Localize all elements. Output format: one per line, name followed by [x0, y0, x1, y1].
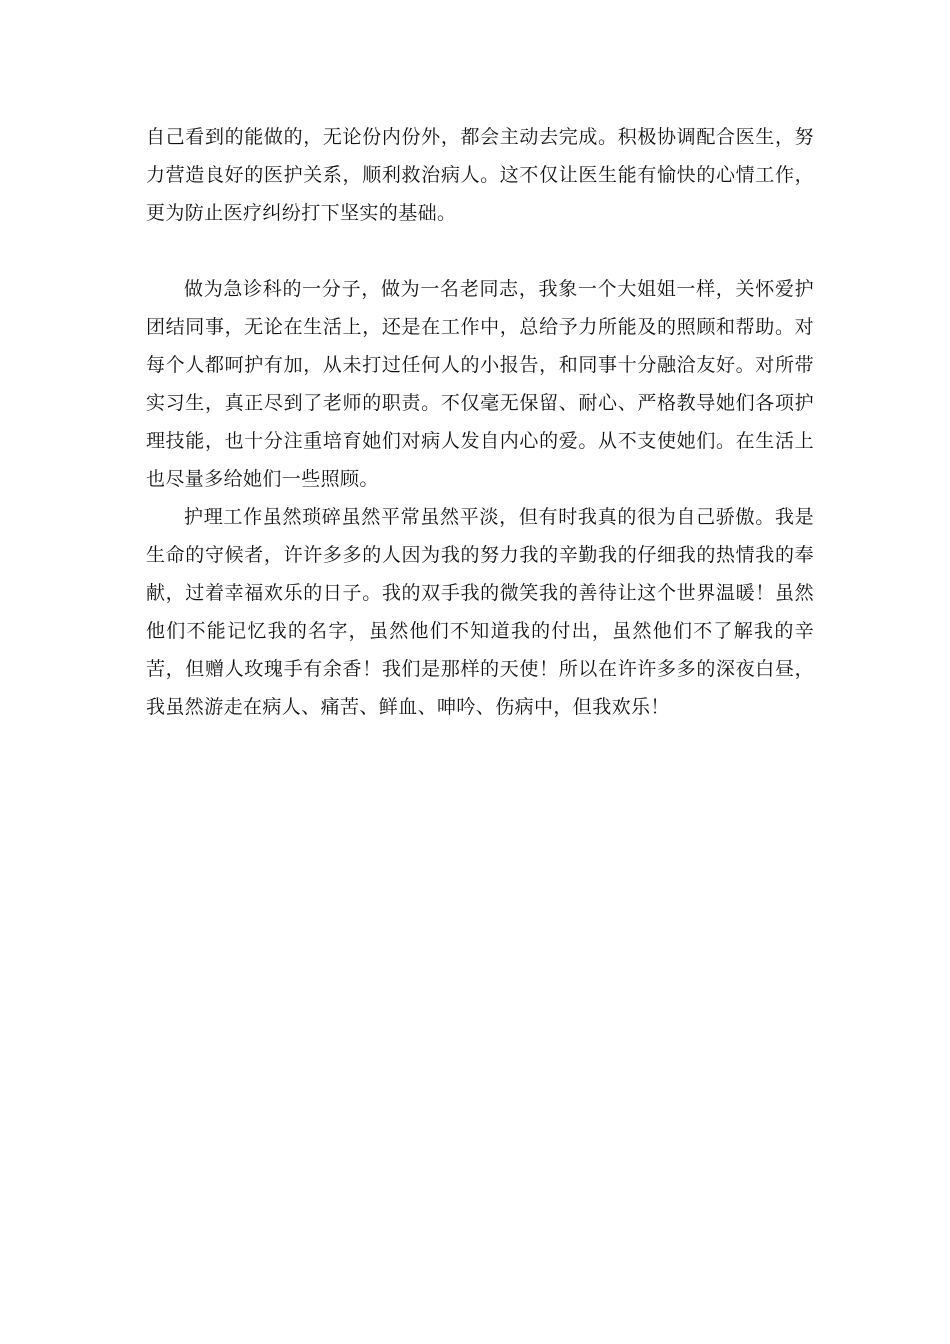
body-text	[146, 118, 814, 726]
paragraph-3: 护理工作虽然琐碎虽然平常虽然平淡，但有时我真的很为自己骄傲。我是生命的守候者，许许多多的人因为我的努力我的辛勤我的仔细我的热情我的奉献，过着幸福欢乐的日子。我的双手我的微笑我的善待让这个世界温暖！虽然他们不能记忆我的名字，虽然他们不知道我的付出，虽然他们不了解我的辛苦，但赠人玫瑰手有余香！我们是那样的天使！所以在许许多多的深夜白昼，我虽然游走在病人、痛苦、鲜血、呻吟、伤病中，但我欢乐！	[146, 506, 814, 718]
paragraph-1: 自己看到的能做的，无论份内份外，都会主动去完成。积极协调配合医生，努力营造良好的医护关系，顺利救治病人。这不仅让医生能有愉快的心情工作，更为防止医疗纠纷打下坚实的基础。	[146, 126, 814, 224]
paragraph-2: 做为急诊科的一分子，做为一名老同志，我象一个大姐姐一样，关怀爱护团结同事，无论在生活上，还是在工作中，总给予力所能及的照顾和帮助。对每个人都呵护有加，从未打过任何人的小报告，和同事十分融洽友好。对所带实习生，真正尽到了老师的职责。不仅毫无保留、耐心、严格教导她们各项护理技能，也十分注重培育她们对病人发自内心的爱。从不支使她们。在生活上也尽量多给她们一些照顾。	[146, 278, 814, 490]
paragraph-spacer	[146, 232, 814, 270]
